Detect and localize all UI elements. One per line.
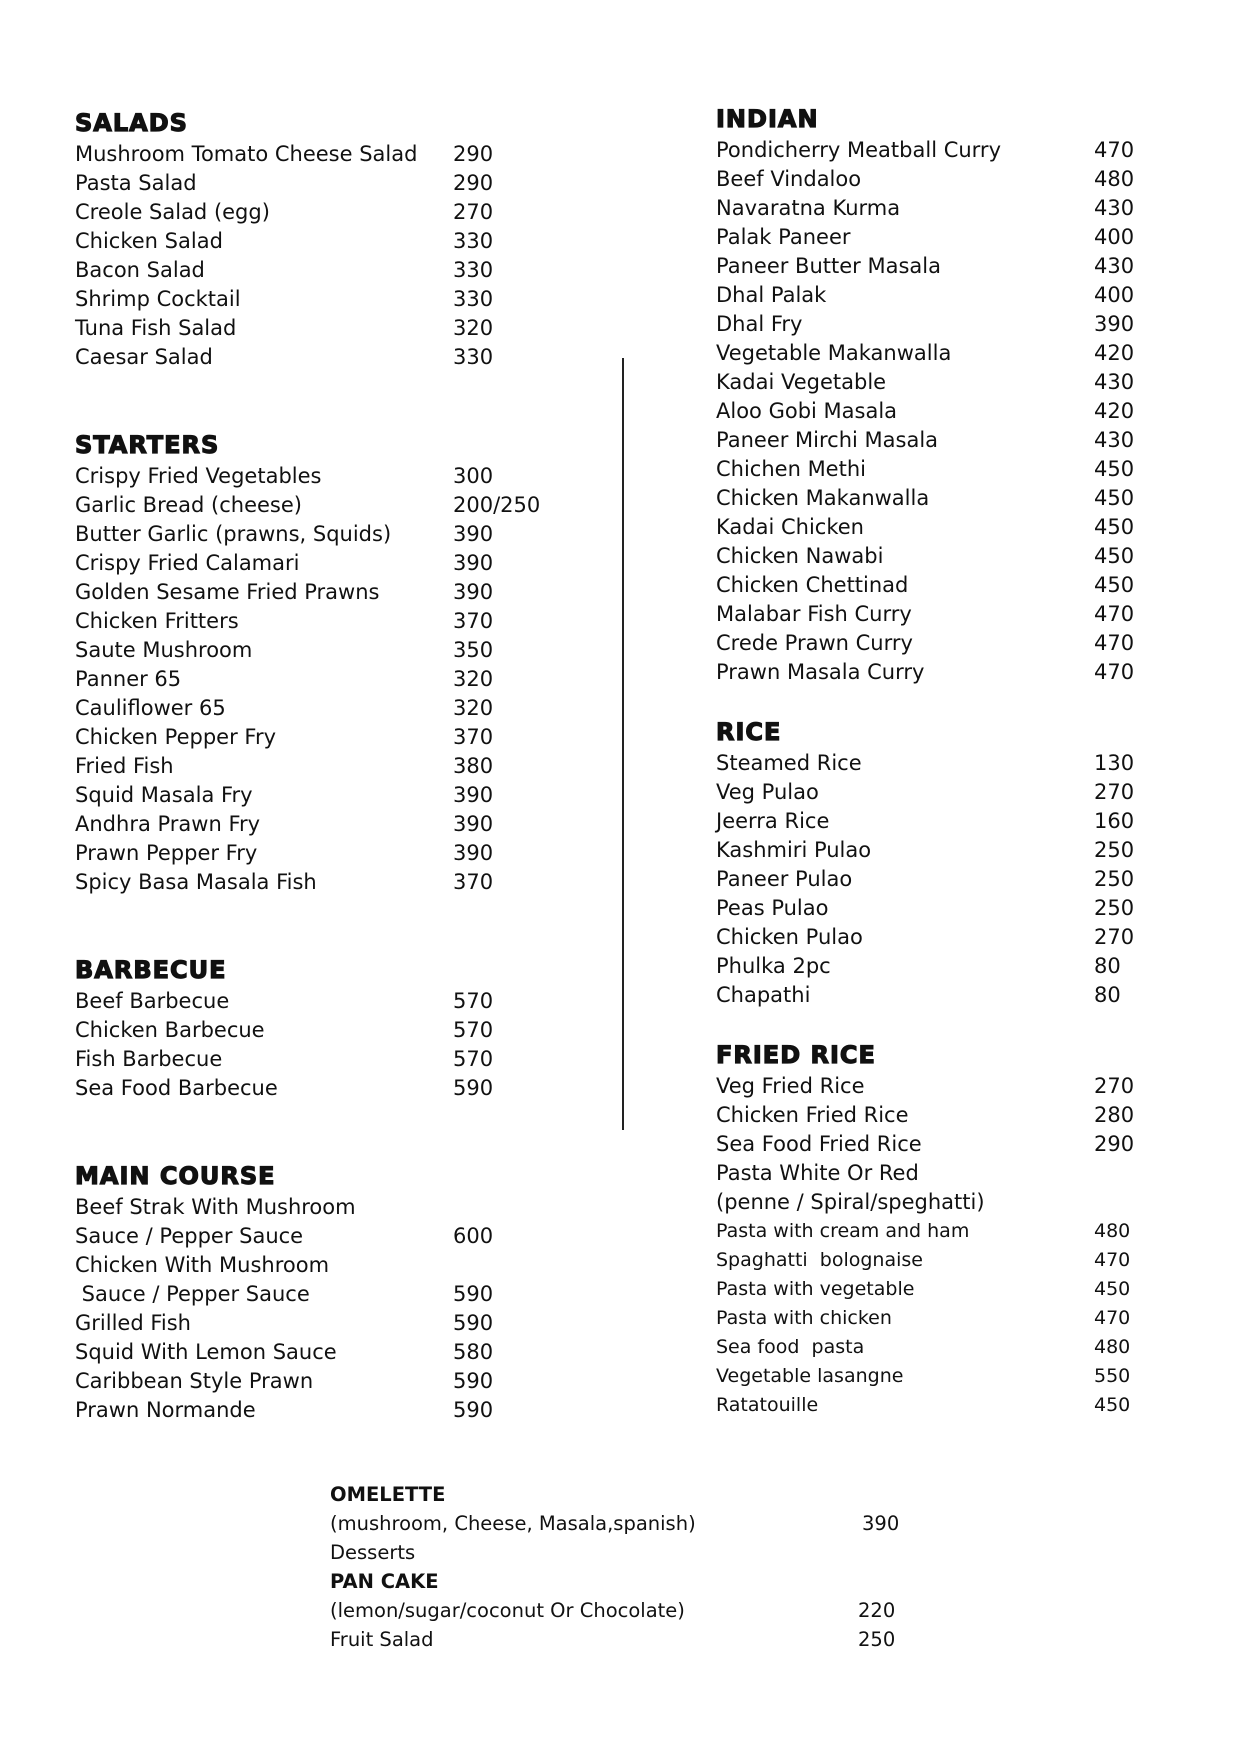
menu-item-price: 470 — [1094, 138, 1135, 162]
menu-item-name: Ratatouille — [716, 1394, 819, 1416]
menu-item-row — [716, 923, 1136, 952]
menu-item-price: 470 — [1094, 631, 1135, 655]
menu-item-name: Chichen Methi — [716, 457, 866, 481]
menu-item-row — [716, 865, 1136, 894]
menu-item-name: Pasta Salad — [75, 171, 197, 195]
menu-item-name: Squid Masala Fry — [75, 783, 253, 807]
menu-item-price: 400 — [1094, 283, 1135, 307]
menu-item-name: Grilled Fish — [75, 1311, 191, 1335]
menu-item-row — [716, 455, 1136, 484]
menu-item-name: Mushroom Tomato Cheese Salad — [75, 142, 418, 166]
menu-item-price: 270 — [1094, 925, 1135, 949]
section-rice — [716, 715, 1136, 1010]
section-heading: RICE — [716, 718, 782, 746]
menu-item-price: 270 — [1094, 1074, 1135, 1098]
menu-item-price: 400 — [1094, 225, 1135, 249]
menu-item-row — [75, 1396, 565, 1425]
menu-item-price: 390 — [453, 551, 494, 575]
menu-item-price: 450 — [1094, 486, 1135, 510]
menu-item-name: Paneer Pulao — [716, 867, 853, 891]
menu-item-name: Veg Pulao — [716, 780, 819, 804]
menu-item-name: Jeerra Rice — [716, 809, 830, 833]
section-heading: STARTERS — [75, 431, 220, 459]
menu-item-row — [75, 140, 565, 169]
menu-item-price: 470 — [1094, 1249, 1131, 1271]
menu-item-row — [75, 636, 565, 665]
menu-item-row — [75, 1193, 565, 1222]
menu-item-row — [716, 223, 1136, 252]
menu-item-row — [716, 1333, 1136, 1362]
menu-item-row — [716, 894, 1136, 923]
menu-item-name: Chapathi — [716, 983, 811, 1007]
menu-item-price: 290 — [453, 142, 494, 166]
menu-item-row — [716, 629, 1136, 658]
menu-item-row — [716, 981, 1136, 1010]
menu-item-name: Malabar Fish Curry — [716, 602, 912, 626]
menu-item-row — [75, 462, 565, 491]
left-column — [75, 106, 565, 1425]
menu-item-name: Chicken Barbecue — [75, 1018, 265, 1042]
menu-item-row — [75, 1074, 565, 1103]
menu-item-row — [716, 1275, 1136, 1304]
menu-item-name: Navaratna Kurma — [716, 196, 901, 220]
menu-item-name: Sea Food Barbecue — [75, 1076, 278, 1100]
menu-item-name: Kadai Vegetable — [716, 370, 887, 394]
menu-item-row — [716, 281, 1136, 310]
omelette-title-row — [330, 1480, 930, 1509]
menu-item-price: 320 — [453, 667, 494, 691]
menu-item-name: Andhra Prawn Fry — [75, 812, 261, 836]
menu-item-name: Sauce / Pepper Sauce — [75, 1224, 304, 1248]
menu-item-name: (penne / Spiral/speghatti) — [716, 1190, 985, 1214]
menu-item-name: Saute Mushroom — [75, 638, 253, 662]
menu-item-price: 320 — [453, 316, 494, 340]
menu-item-name: Chicken Makanwalla — [716, 486, 930, 510]
menu-item-row — [716, 484, 1136, 513]
menu-item-price: 450 — [1094, 573, 1135, 597]
menu-item-row — [716, 1130, 1136, 1159]
menu-item-row — [716, 1072, 1136, 1101]
menu-item-name: Chicken Fried Rice — [716, 1103, 909, 1127]
menu-item-name: Kashmiri Pulao — [716, 838, 872, 862]
menu-item-price: 450 — [1094, 1394, 1131, 1416]
menu-item-row — [716, 165, 1136, 194]
menu-item-row — [75, 285, 565, 314]
menu-item-price: 390 — [1094, 312, 1135, 336]
menu-item-row — [716, 339, 1136, 368]
menu-item-row — [75, 198, 565, 227]
menu-item-name: Beef Barbecue — [75, 989, 230, 1013]
menu-item-row — [716, 368, 1136, 397]
menu-item-price: 270 — [1094, 780, 1135, 804]
section-barbecue — [75, 953, 565, 1103]
menu-item-name: Crede Prawn Curry — [716, 631, 913, 655]
menu-item-name: Chicken Pulao — [716, 925, 863, 949]
menu-item-price: 570 — [453, 989, 494, 1013]
menu-item-row — [75, 314, 565, 343]
menu-item-row — [716, 397, 1136, 426]
menu-item-row — [75, 1251, 565, 1280]
menu-item-price: 350 — [453, 638, 494, 662]
menu-item-name: Spaghatti bolognaise — [716, 1249, 923, 1271]
menu-item-row — [75, 781, 565, 810]
menu-item-name: Peas Pulao — [716, 896, 829, 920]
menu-item-price: 590 — [453, 1398, 494, 1422]
menu-item-price: 330 — [453, 345, 494, 369]
menu-item-name: Kadai Chicken — [716, 515, 864, 539]
menu-item-name: Golden Sesame Fried Prawns — [75, 580, 380, 604]
desserts-label: Desserts — [330, 1541, 416, 1564]
section-starters — [75, 428, 565, 897]
menu-item-name: Pasta White Or Red — [716, 1161, 919, 1185]
menu-item-row — [716, 1304, 1136, 1333]
menu-item-row — [75, 1338, 565, 1367]
menu-item-price: 420 — [1094, 399, 1135, 423]
menu-item-row — [716, 1217, 1136, 1246]
menu-item-price: 450 — [1094, 1278, 1131, 1300]
menu-item-price: 290 — [1094, 1132, 1135, 1156]
menu-item-name: Beef Strak With Mushroom — [75, 1195, 356, 1219]
menu-item-price: 300 — [453, 464, 494, 488]
menu-item-price: 320 — [453, 696, 494, 720]
menu-item-row — [75, 343, 565, 372]
menu-item-name: Pondicherry Meatball Curry — [716, 138, 1001, 162]
menu-item-name: Paneer Butter Masala — [716, 254, 941, 278]
menu-item-row — [75, 520, 565, 549]
menu-item-row — [716, 1391, 1136, 1420]
menu-item-name: Beef Vindaloo — [716, 167, 862, 191]
section-heading: MAIN COURSE — [75, 1162, 276, 1190]
pasta-list — [716, 1217, 1136, 1420]
menu-item-price: 470 — [1094, 660, 1135, 684]
menu-item-name: Veg Fried Rice — [716, 1074, 865, 1098]
menu-item-price: 280 — [1094, 1103, 1135, 1127]
menu-item-name: Chicken Chettinad — [716, 573, 909, 597]
menu-item-price: 480 — [1094, 1220, 1131, 1242]
section-heading: SALADS — [75, 109, 188, 137]
menu-item-price: 160 — [1094, 809, 1135, 833]
menu-item-name: Pasta with vegetable — [716, 1278, 915, 1300]
menu-item-name: Crispy Fried Vegetables — [75, 464, 322, 488]
menu-item-row — [716, 426, 1136, 455]
pancake-row — [330, 1596, 930, 1625]
menu-item-price: 450 — [1094, 515, 1135, 539]
menu-item-price: 80 — [1094, 983, 1121, 1007]
menu-item-row — [75, 694, 565, 723]
menu-item-price: 430 — [1094, 428, 1135, 452]
menu-item-price: 430 — [1094, 254, 1135, 278]
menu-item-price: 390 — [453, 841, 494, 865]
section-main-course — [75, 1159, 565, 1425]
menu-item-row — [716, 1362, 1136, 1391]
menu-item-row — [75, 723, 565, 752]
menu-item-name: Squid With Lemon Sauce — [75, 1340, 337, 1364]
menu-item-price: 200/250 — [453, 493, 541, 517]
menu-item-name: Panner 65 — [75, 667, 182, 691]
menu-item-price: 590 — [453, 1369, 494, 1393]
menu-item-row — [716, 310, 1136, 339]
menu-item-row — [75, 752, 565, 781]
menu-item-price: 570 — [453, 1018, 494, 1042]
menu-item-name: Pasta with cream and ham — [716, 1220, 970, 1242]
menu-item-row — [716, 778, 1136, 807]
desserts-row — [330, 1538, 930, 1567]
menu-item-row — [716, 1188, 1136, 1217]
menu-item-name: Paneer Mirchi Masala — [716, 428, 939, 452]
menu-item-name: Caribbean Style Prawn — [75, 1369, 314, 1393]
menu-item-row — [716, 571, 1136, 600]
section-heading: BARBECUE — [75, 956, 227, 984]
pancake-title: PAN CAKE — [330, 1570, 439, 1593]
menu-item-row — [75, 810, 565, 839]
menu-item-price: 580 — [453, 1340, 494, 1364]
menu-item-price: 590 — [453, 1282, 494, 1306]
menu-item-row — [716, 952, 1136, 981]
menu-item-price: 330 — [453, 258, 494, 282]
menu-item-name: Chicken Fritters — [75, 609, 239, 633]
menu-item-row — [75, 549, 565, 578]
right-column — [716, 102, 1136, 1420]
menu-item-name: Palak Paneer — [716, 225, 851, 249]
menu-item-name: Fish Barbecue — [75, 1047, 223, 1071]
menu-item-name: Chicken Salad — [75, 229, 223, 253]
menu-item-name: Aloo Gobi Masala — [716, 399, 898, 423]
column-divider — [622, 358, 624, 1130]
menu-item-price: 430 — [1094, 370, 1135, 394]
menu-item-price: 370 — [453, 725, 494, 749]
section-heading: FRIED RICE — [716, 1041, 876, 1069]
menu-item-name: Creole Salad (egg) — [75, 200, 270, 224]
omelette-title: OMELETTE — [330, 1483, 446, 1506]
menu-item-price: 390 — [453, 812, 494, 836]
menu-item-price: 250 — [1094, 867, 1135, 891]
section-heading: INDIAN — [716, 105, 819, 133]
fruit-salad-name: Fruit Salad — [330, 1628, 434, 1651]
menu-item-name: Chicken Nawabi — [716, 544, 884, 568]
menu-item-name: Sea food pasta — [716, 1336, 865, 1358]
menu-item-price: 390 — [453, 522, 494, 546]
menu-item-name: Bacon Salad — [75, 258, 205, 282]
menu-item-row — [716, 194, 1136, 223]
menu-item-price: 130 — [1094, 751, 1135, 775]
menu-item-price: 380 — [453, 754, 494, 778]
menu-item-name: Prawn Pepper Fry — [75, 841, 258, 865]
omelette-desc: (mushroom, Cheese, Masala,spanish) — [330, 1512, 696, 1535]
menu-item-name: Vegetable lasangne — [716, 1365, 904, 1387]
menu-item-row — [75, 1367, 565, 1396]
menu-item-name: Garlic Bread (cheese) — [75, 493, 302, 517]
menu-item-name: Dhal Palak — [716, 283, 827, 307]
menu-item-name: Shrimp Cocktail — [75, 287, 241, 311]
section-salads — [75, 106, 565, 372]
menu-item-price: 390 — [453, 783, 494, 807]
menu-item-row — [75, 491, 565, 520]
menu-item-row — [75, 1309, 565, 1338]
menu-item-name: Caesar Salad — [75, 345, 213, 369]
section-indian — [716, 102, 1136, 687]
menu-item-price: 450 — [1094, 457, 1135, 481]
menu-item-name: Sauce / Pepper Sauce — [75, 1282, 310, 1306]
menu-item-row — [75, 665, 565, 694]
menu-item-name: Dhal Fry — [716, 312, 803, 336]
menu-item-name: Crispy Fried Calamari — [75, 551, 300, 575]
fruit-salad-row — [330, 1625, 930, 1654]
menu-item-name: Phulka 2pc — [716, 954, 831, 978]
menu-item-name: Prawn Masala Curry — [716, 660, 925, 684]
menu-item-price: 480 — [1094, 167, 1135, 191]
menu-item-name: Vegetable Makanwalla — [716, 341, 952, 365]
menu-item-row — [75, 1045, 565, 1074]
menu-item-price: 470 — [1094, 602, 1135, 626]
menu-item-row — [716, 836, 1136, 865]
menu-item-price: 480 — [1094, 1336, 1131, 1358]
menu-item-row — [716, 513, 1136, 542]
omelette-price: 390 — [862, 1512, 900, 1535]
menu-item-price: 570 — [453, 1047, 494, 1071]
menu-item-row — [716, 807, 1136, 836]
menu-item-row — [75, 868, 565, 897]
menu-item-price: 550 — [1094, 1365, 1131, 1387]
menu-item-price: 370 — [453, 609, 494, 633]
menu-item-price: 370 — [453, 870, 494, 894]
menu-item-price: 590 — [453, 1311, 494, 1335]
menu-item-price: 600 — [453, 1224, 494, 1248]
menu-item-price: 450 — [1094, 544, 1135, 568]
menu-item-row — [75, 256, 565, 285]
menu-item-row — [75, 578, 565, 607]
menu-item-name: Fried Fish — [75, 754, 174, 778]
menu-item-row — [716, 600, 1136, 629]
menu-item-row — [75, 1016, 565, 1045]
menu-item-price: 80 — [1094, 954, 1121, 978]
omelette-row — [330, 1509, 930, 1538]
menu-item-price: 330 — [453, 229, 494, 253]
menu-item-row — [716, 136, 1136, 165]
pancake-desc: (lemon/sugar/coconut Or Chocolate) — [330, 1599, 685, 1622]
menu-item-name: Tuna Fish Salad — [75, 316, 237, 340]
menu-item-row — [75, 839, 565, 868]
section-fried-rice — [716, 1038, 1136, 1217]
menu-item-name: Prawn Normande — [75, 1398, 256, 1422]
menu-item-price: 250 — [1094, 838, 1135, 862]
menu-item-name: Chicken With Mushroom — [75, 1253, 330, 1277]
menu-item-row — [716, 252, 1136, 281]
menu-item-name: Chicken Pepper Fry — [75, 725, 277, 749]
menu-item-price: 390 — [453, 580, 494, 604]
menu-item-name: Sea Food Fried Rice — [716, 1132, 922, 1156]
pancake-price: 220 — [858, 1599, 896, 1622]
menu-item-row — [716, 542, 1136, 571]
bottom-section — [330, 1480, 930, 1654]
menu-item-row — [75, 169, 565, 198]
menu-item-price: 250 — [1094, 896, 1135, 920]
menu-item-row — [716, 749, 1136, 778]
menu-item-row — [716, 658, 1136, 687]
menu-item-row — [716, 1101, 1136, 1130]
menu-item-name: Butter Garlic (prawns, Squids) — [75, 522, 392, 546]
menu-item-price: 470 — [1094, 1307, 1131, 1329]
menu-item-price: 330 — [453, 287, 494, 311]
fruit-salad-price: 250 — [858, 1628, 896, 1651]
menu-item-row — [75, 987, 565, 1016]
menu-item-row — [716, 1159, 1136, 1188]
menu-item-name: Pasta with chicken — [716, 1307, 892, 1329]
menu-item-row — [75, 1222, 565, 1251]
pancake-title-row — [330, 1567, 930, 1596]
menu-item-price: 290 — [453, 171, 494, 195]
menu-item-price: 270 — [453, 200, 494, 224]
menu-item-name: Steamed Rice — [716, 751, 862, 775]
menu-item-price: 590 — [453, 1076, 494, 1100]
menu-item-name: Cauliflower 65 — [75, 696, 226, 720]
menu-item-row — [75, 607, 565, 636]
menu-item-row — [75, 1280, 565, 1309]
menu-item-row — [75, 227, 565, 256]
menu-item-row — [716, 1246, 1136, 1275]
menu-item-price: 420 — [1094, 341, 1135, 365]
menu-item-name: Spicy Basa Masala Fish — [75, 870, 317, 894]
menu-item-price: 430 — [1094, 196, 1135, 220]
